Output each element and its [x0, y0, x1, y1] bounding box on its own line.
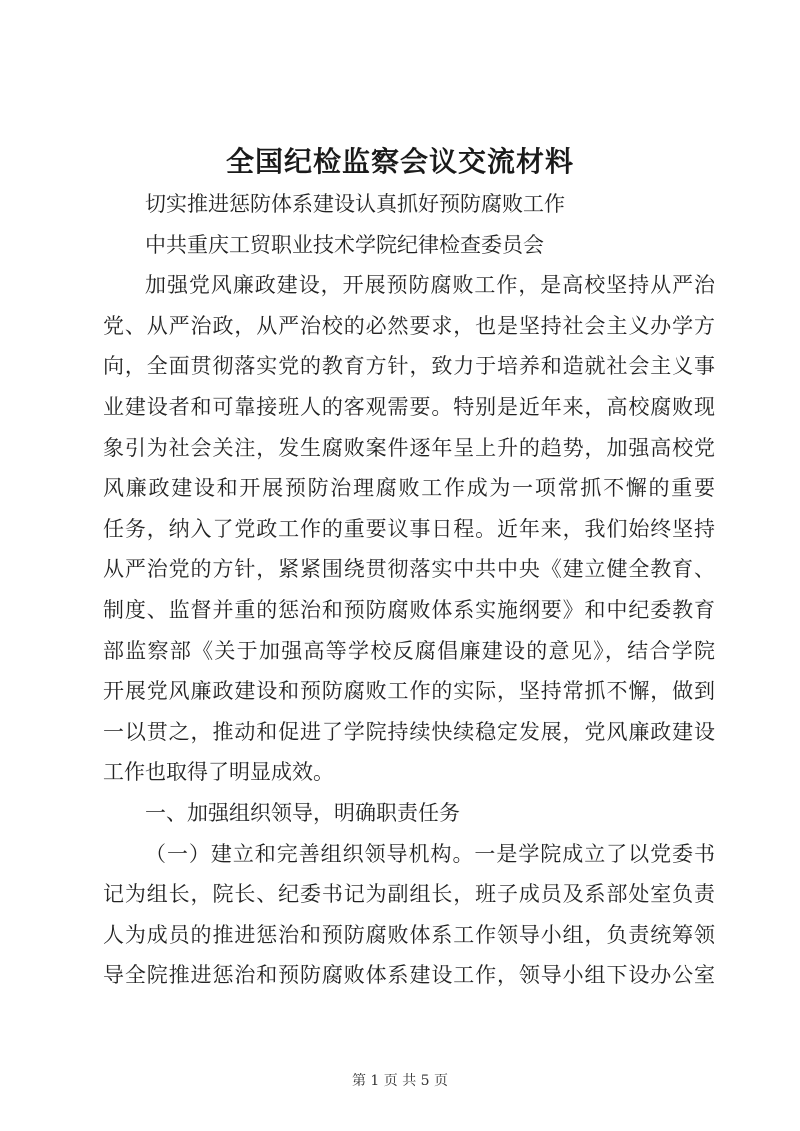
paragraph-line: 导全院推进惩治和预防腐败体系建设工作，领导小组下设办公室 — [103, 963, 715, 988]
subtitle: 切实推进惩防体系建设认真抓好预防腐败工作 — [145, 192, 565, 216]
paragraph-line: 部监察部《关于加强高等学校反腐倡廉建设的意见》，结合学院 — [103, 638, 715, 663]
paragraph-line: 人为成员的推进惩治和预防腐败体系工作领导小组，负责统筹领 — [103, 922, 715, 947]
paragraph-line: 开展党风廉政建设和预防腐败工作的实际，坚持常抓不懈，做到 — [103, 679, 715, 704]
paragraph-line: 制度、监督并重的惩治和预防腐败体系实施纲要》和中纪委教育 — [103, 597, 715, 622]
paragraph-line: 风廉政建设和开展预防治理腐败工作成为一项常抓不懈的重要 — [103, 476, 715, 501]
paragraph-line: 向，全面贯彻落实党的教育方针，致力于培养和造就社会主义事 — [103, 354, 715, 379]
paragraph-line: 党、从严治政，从严治校的必然要求，也是坚持社会主义办学方 — [103, 313, 715, 338]
page-footer: 第 1 页 共 5 页 — [351, 1073, 449, 1089]
paragraph-line: 记为组长，院长、纪委书记为副组长，班子成员及系部处室负责 — [103, 882, 715, 907]
paragraph-line: （一）建立和完善组织领导机构。一是学院成立了以党委书 — [145, 841, 715, 866]
paragraph-line: 工作也取得了明显成效。 — [103, 760, 334, 785]
author-line: 中共重庆工贸职业技术学院纪律检查委员会 — [145, 232, 544, 257]
paragraph-line: 任务，纳入了党政工作的重要议事日程。近年来，我们始终坚持 — [103, 516, 715, 541]
paragraph-line: 业建设者和可靠接班人的客观需要。特别是近年来，高校腐败现 — [103, 394, 715, 419]
paragraph-line: 从严治党的方针，紧紧围绕贯彻落实中共中央《建立健全教育、 — [103, 557, 715, 582]
document-title: 全国纪检监察会议交流材料 — [225, 145, 574, 178]
document-body — [103, 184, 715, 996]
section-heading: 一、加强组织领导，明确职责任务 — [145, 800, 460, 825]
paragraph-line: 加强党风廉政建设，开展预防腐败工作，是高校坚持从严治 — [145, 273, 715, 298]
paragraph-line: 象引为社会关注，发生腐败案件逐年呈上升的趋势，加强高校党 — [103, 435, 715, 460]
paragraph-line: 一以贯之，推动和促进了学院持续快续稳定发展，党风廉政建设 — [103, 719, 715, 744]
